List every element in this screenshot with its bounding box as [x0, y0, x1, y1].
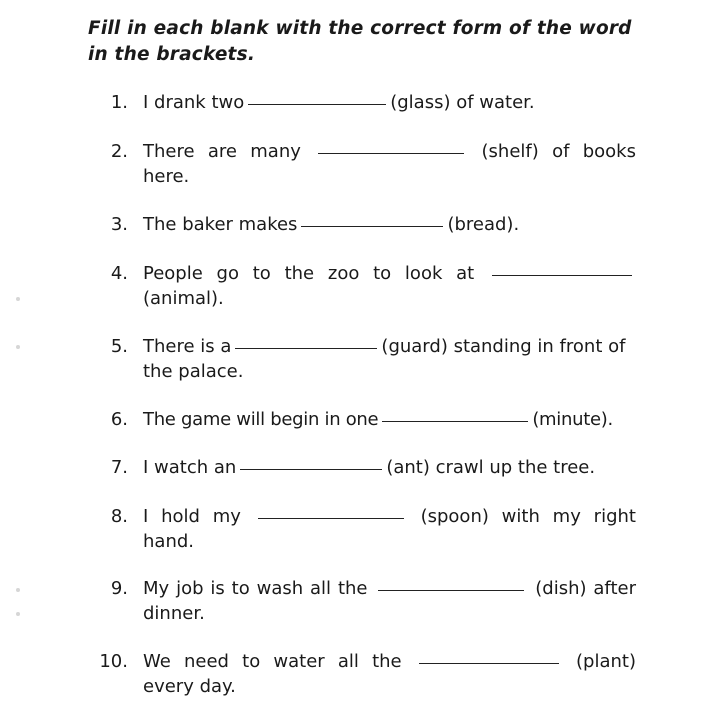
- question-prefix: My job is to wash all the: [143, 578, 368, 599]
- question-suffix: (glass) of water.: [390, 92, 535, 113]
- instructions-heading: Fill in each blank with the correct form of the word in the brackets.: [88, 18, 632, 65]
- question-item-8: [92, 504, 636, 554]
- question-text: [143, 90, 636, 115]
- question-item-6: [92, 407, 636, 432]
- question-prefix: I watch an: [143, 457, 237, 478]
- question-suffix: (bread).: [447, 214, 520, 235]
- question-item-9: [92, 576, 636, 626]
- answer-blank[interactable]: [378, 590, 524, 591]
- question-prefix: The baker makes: [143, 214, 298, 235]
- question-suffix: (plant) every day.: [143, 651, 636, 697]
- answer-blank[interactable]: [382, 421, 528, 422]
- question-text: [143, 649, 636, 699]
- question-number: 3.: [110, 214, 128, 235]
- question-number: 4.: [110, 263, 128, 284]
- question-item-10: [92, 649, 636, 699]
- question-suffix: (minute).: [532, 409, 613, 430]
- question-number: 10.: [99, 651, 128, 672]
- answer-blank[interactable]: [419, 663, 559, 664]
- question-suffix: (ant) crawl up the tree.: [386, 457, 596, 478]
- question-prefix: We need to water all the: [143, 651, 402, 672]
- question-prefix: The game will begin in one: [143, 409, 379, 430]
- question-item-5: [92, 334, 636, 384]
- question-suffix: (animal).: [143, 288, 224, 309]
- question-number: 1.: [110, 92, 128, 113]
- question-suffix: (shelf) of books here.: [143, 141, 636, 187]
- question-suffix: (guard) standing in front of the palace.: [143, 336, 626, 382]
- answer-blank[interactable]: [235, 348, 377, 349]
- answer-blank[interactable]: [318, 153, 464, 154]
- scan-speck: [16, 588, 20, 592]
- answer-blank[interactable]: [240, 469, 382, 470]
- question-prefix: People go to the zoo to look at: [143, 263, 475, 284]
- scan-speck: [16, 345, 20, 349]
- question-text: [143, 139, 636, 189]
- question-text: [143, 334, 636, 384]
- question-number: 7.: [110, 457, 128, 478]
- question-number: 8.: [110, 506, 128, 527]
- scan-speck: [16, 297, 20, 301]
- question-suffix: (dish) after dinner.: [143, 578, 636, 624]
- question-text: [143, 504, 636, 554]
- question-number: 9.: [110, 578, 128, 599]
- question-prefix: There is a: [143, 336, 232, 357]
- question-prefix: I hold my: [143, 506, 241, 527]
- question-item-7: [92, 455, 636, 480]
- scan-speck: [16, 612, 20, 616]
- question-prefix: There are many: [143, 141, 301, 162]
- question-text: [143, 455, 636, 480]
- question-text: [143, 576, 636, 626]
- question-prefix: I drank two: [143, 92, 245, 113]
- answer-blank[interactable]: [248, 104, 386, 105]
- question-text: [143, 261, 636, 311]
- question-number: 6.: [110, 409, 128, 430]
- question-item-1: [92, 90, 636, 115]
- question-suffix: (spoon) with my right hand.: [143, 506, 636, 552]
- answer-blank[interactable]: [258, 518, 404, 519]
- question-number: 2.: [110, 141, 128, 162]
- question-text: [143, 407, 636, 432]
- question-number: 5.: [110, 336, 128, 357]
- answer-blank[interactable]: [492, 275, 632, 276]
- question-text: [143, 212, 636, 237]
- question-item-4: [92, 261, 636, 311]
- answer-blank[interactable]: [301, 226, 443, 227]
- question-item-2: [92, 139, 636, 189]
- question-item-3: [92, 212, 636, 237]
